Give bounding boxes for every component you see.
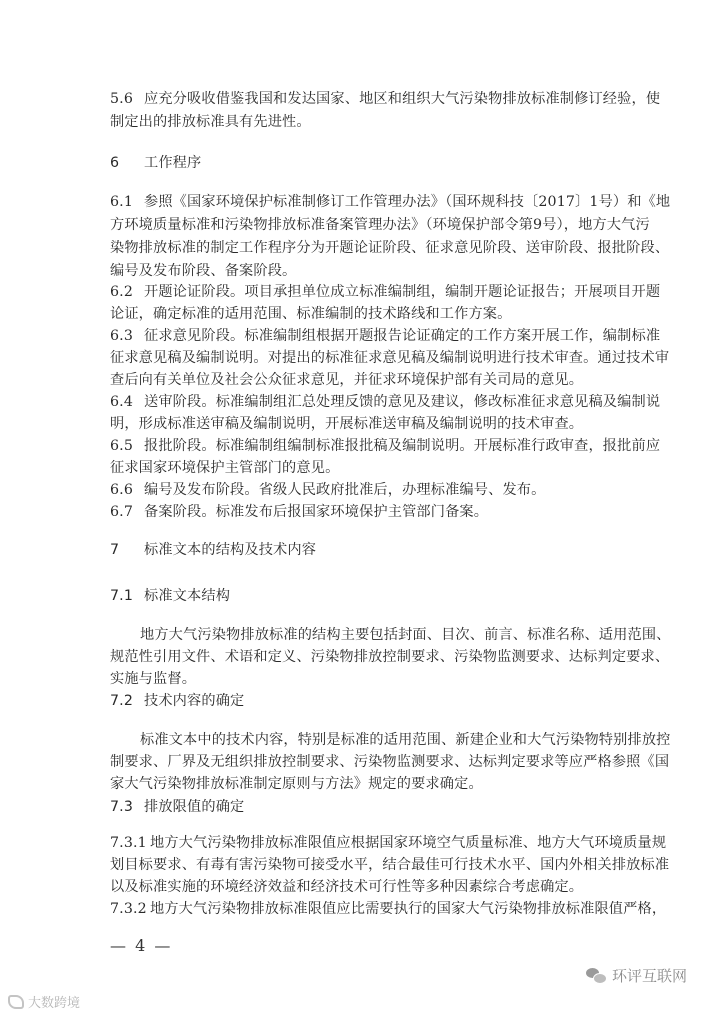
line-7-3-1: 7.3.1 地方大气污染物排放标准限值应根据国家环境空气质量标准、地方大气环境质量规 (110, 835, 667, 851)
line-6-3-cont-b: 查后向有关单位及社会公众征求意见，并征求环境保护部有关司局的意见。 (110, 372, 584, 388)
line-6-6: 6.6 编号及发布阶段。省级人民政府批准后，办理标准编号、发布。 (110, 482, 546, 498)
line-5-6 (110, 90, 661, 108)
line-6-1: 6.1 参照《国家环境保护标准制修订工作管理办法》（国环规科技〔2017〕1号）和《地 (110, 194, 671, 210)
para-7-1-c: 实施与监督。 (110, 671, 197, 687)
line-6-1-cont-a: 方环境质量标准和污染物排放标准备案管理办法》（环境保护部令第9号），地方大气污 (110, 217, 650, 233)
para-7-2-b: 制要求、厂界及无组织排放控制要求、污染物监测要求、达标判定要求等应严格参照《国 (110, 754, 670, 770)
page-number: — 4 — (110, 936, 173, 955)
line-6-4: 6.4 送审阶段。标准编制组汇总处理反馈的意见及建议，修改标准征求意见稿及编制说 (110, 394, 661, 410)
section-heading-7-3: 7.3 排放限值的确定 (110, 799, 245, 815)
section-heading-7: 7 标准文本的结构及技术内容 (110, 542, 317, 558)
line-6-5: 6.5 报批阶段。标准编制组编制标准报批稿及编制说明。开展标准行政审查，报批前应 (110, 438, 661, 454)
line-5-6-cont: 制定出的排放标准具有先进性。 (110, 114, 311, 130)
line-7-3-2: 7.3.2 地方大气污染物排放标准限值应比需要执行的国家大气污染物排放标准限值严格， (110, 901, 667, 917)
section-heading-7-1: 7.1 标准文本结构 (110, 588, 231, 604)
para-7-2-c: 家大气污染物排放标准制定原则与方法》规定的要求确定。 (110, 776, 483, 792)
line-6-5-cont: 征求国家环境保护主管部门的意见。 (110, 460, 340, 476)
line-6-2-cont: 论证，确定标准的适用范围、标准编制的技术路线和工作方案。 (110, 306, 512, 322)
clause-number: 5.6 (110, 91, 134, 107)
para-7-1-b: 规范性引用文件、术语和定义、污染物排放控制要求、污染物监测要求、达标判定要求、 (110, 649, 670, 665)
wechat-icon (586, 968, 606, 984)
line-6-3-cont-a: 征求意见稿及编制说明。对提出的标准征求意见稿及编制说明进行技术审查。通过技术审 (110, 350, 670, 366)
line-6-1-cont-b: 染物排放标准的制定工作程序分为开题论证阶段、征求意见阶段、送审阶段、报批阶段、 (110, 240, 670, 256)
watermark-right-text: 环评互联网 (612, 967, 688, 985)
line-7-3-1-cont-a: 划目标要求、有毒有害污染物可接受水平，结合最佳可行技术水平、国内外相关排放标准 (110, 857, 670, 873)
section-heading-6: 6 工作程序 (110, 155, 202, 171)
line-6-2: 6.2 开题论证阶段。项目承担单位成立标准编制组，编制开题论证报告；开展项目开题 (110, 284, 661, 300)
watermark-left-text: 大数跨境 (28, 996, 81, 1011)
brand-logo-icon (8, 995, 24, 1009)
line-6-1-cont-c: 编号及发布阶段、备案阶段。 (110, 263, 297, 279)
watermark-right (586, 965, 687, 986)
clause-text: 应充分吸收借鉴我国和发达国家、地区和组织大气污染物排放标准制修订经验，使 (144, 91, 661, 107)
para-7-2-a: 标准文本中的技术内容，特别是标准的适用范围、新建企业和大气污染物特别排放控 (140, 732, 671, 748)
line-6-3: 6.3 征求意见阶段。标准编制组根据开题报告论证确定的工作方案开展工作，编制标准 (110, 328, 661, 344)
section-heading-7-2: 7.2 技术内容的确定 (110, 693, 245, 709)
para-7-1-a: 地方大气污染物排放标准的结构主要包括封面、目次、前言、标准名称、适用范围、 (140, 627, 671, 643)
line-6-7: 6.7 备案阶段。标准发布后报国家环境保护主管部门备案。 (110, 504, 489, 520)
line-7-3-1-cont-b: 以及标准实施的环境经济效益和经济技术可行性等多种因素综合考虑确定。 (110, 879, 584, 895)
line-6-4-cont: 明，形成标准送审稿及编制说明，开展标准送审稿及编制说明的技术审查。 (110, 416, 584, 432)
watermark-left (8, 992, 80, 1011)
